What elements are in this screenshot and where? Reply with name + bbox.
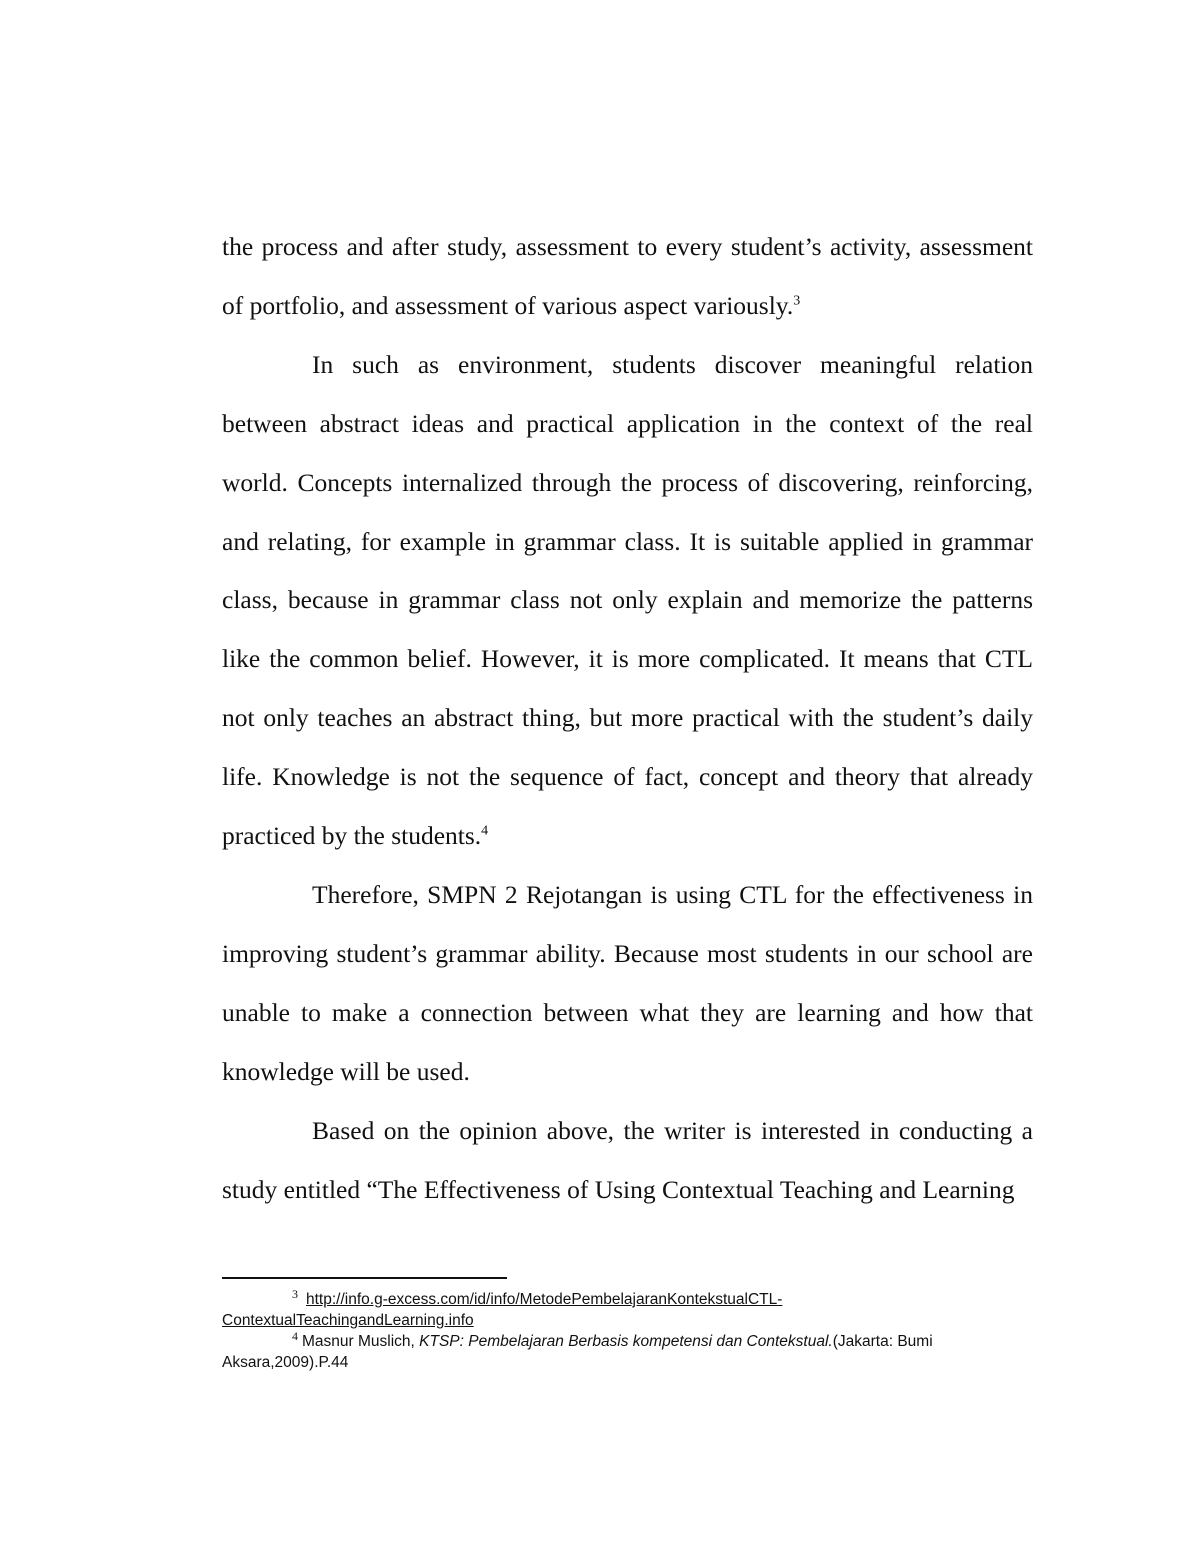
paragraph-2-text: In such as environment, students discover meaningful relation between abstract ideas and practical application in the context of the real world. Concepts internalized through the process of discovering, reinforcing, and relating, for example in grammar class. It is suitable applied in grammar class, because in grammar class not only explain and memorize the patterns like the common belief. However, it is more complicated. It means that CTL not only teaches an abstract thing, but more practical with the student’s daily life. Knowledge is not the sequence of fact, concept and theory that already practiced by the students. bbox=[222, 349, 1033, 851]
footnote-4-mark: 4 bbox=[292, 1328, 298, 1343]
paragraph-1 bbox=[222, 218, 1033, 336]
footnote-4-title: KTSP: Pembelajaran Berbasis kompetensi dan Contekstual. bbox=[419, 1333, 833, 1350]
paragraph-2 bbox=[222, 336, 1033, 866]
footnote-ref-4[interactable]: 4 bbox=[481, 823, 489, 839]
footnote-3-link[interactable]: http://info.g-excess.com/id/info/MetodePembelajaranKontekstualCTL-ContextualTeachingandLearning.info bbox=[222, 1291, 783, 1329]
footnote-3 bbox=[222, 1286, 1033, 1331]
footnote-separator bbox=[222, 1277, 507, 1279]
footnotes bbox=[222, 1286, 1033, 1373]
footnote-3-mark: 3 bbox=[292, 1286, 298, 1301]
footnote-4 bbox=[222, 1328, 1033, 1373]
footnote-4-author: Masnur Muslich, bbox=[302, 1333, 420, 1350]
footnote-ref-3[interactable]: 3 bbox=[793, 293, 801, 309]
paragraph-1-text: the process and after study, assessment to every student’s activity, assessment of portfolio, and assessment of various aspect variously. bbox=[222, 232, 1033, 320]
body-text bbox=[222, 218, 1033, 1219]
footnote-4-rest: (Jakarta: Bumi Aksara,2009).P.44 bbox=[222, 1333, 933, 1371]
paragraph-4: Based on the opinion above, the writer is interested in conducting a study entitled “The Effectiveness of Using Contextual Teaching and Learning bbox=[222, 1115, 1033, 1204]
paragraph-3: Therefore, SMPN 2 Rejotangan is using CTL for the effectiveness in improving student’s grammar ability. Because most students in our school are unable to make a connection between what they are learning and how that knowledge will be used. bbox=[222, 879, 1033, 1086]
